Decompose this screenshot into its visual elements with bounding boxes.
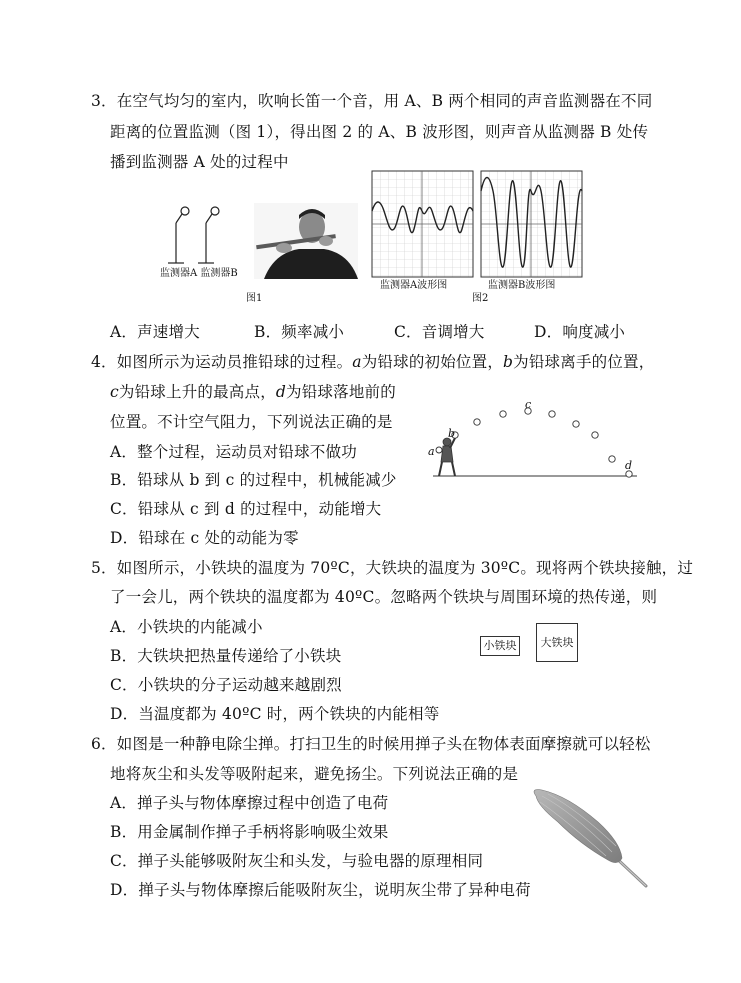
q5-stem-line1: 5．如图所示，小铁块的温度为 70ºC，大铁块的温度为 30ºC。现将两个铁块接触，过 [91, 559, 694, 577]
label-d: d [625, 459, 633, 472]
q3-stem-line2: 距离的位置监测（图 1），得出图 2 的 A、B 波形图，则声音从监测器 B 处传 [110, 123, 649, 141]
q5-option-b: B．大铁块把热量传递给了小铁块 [110, 647, 342, 665]
label-c: c [525, 398, 532, 411]
shot-put-trajectory-figure [425, 398, 640, 480]
q3-stem-line1: 3．在空气均匀的室内，吹响长笛一个音，用 A、B 两个相同的声音监测器在不同 [91, 92, 653, 110]
label-a: a [428, 445, 435, 458]
fig1-monitor-labels: 监测器A 监测器B [160, 268, 238, 279]
waveform-b-label: 监测器B波形图 [488, 280, 556, 291]
athlete-figure [439, 438, 455, 476]
waveform-b-graph [481, 171, 582, 277]
label-b: b [448, 427, 456, 440]
waveform-a-graph [372, 171, 473, 277]
fig2-caption: 图2 [472, 293, 489, 304]
large-iron-block: 大铁块 [536, 623, 578, 662]
q4-option-b: B．铅球从 b 到 c 的过程中，机械能减少 [110, 471, 397, 489]
q4-stem-line3: 位置。不计空气阻力，下列说法正确的是 [110, 413, 393, 431]
q4-option-a: A．整个过程，运动员对铅球不做功 [110, 443, 357, 461]
q4-option-d: D．铅球在 c 处的动能为零 [110, 529, 299, 547]
q3-option-c: C．音调增大 [394, 323, 485, 341]
q5-option-c: C．小铁块的分子运动越来越剧烈 [110, 676, 342, 694]
q3-option-d: D．响度减小 [534, 323, 626, 341]
small-iron-block: 小铁块 [480, 636, 520, 656]
q6-stem-line2: 地将灰尘和头发等吸附起来，避免扬尘。下列说法正确的是 [110, 765, 519, 783]
q6-option-b: B．用金属制作掸子手柄将影响吸尘效果 [110, 823, 389, 841]
q3-option-a: A．声速增大 [110, 323, 200, 341]
q5-option-a: A．小铁块的内能减小 [110, 618, 263, 636]
q4-option-c: C．铅球从 c 到 d 的过程中，动能增大 [110, 500, 382, 518]
q6-option-d: D．掸子头与物体摩擦后能吸附灰尘，说明灰尘带了异种电荷 [110, 881, 531, 899]
q6-stem-line1: 6．如图是一种静电除尘掸。打扫卫生的时候用掸子头在物体表面摩擦就可以轻松 [91, 735, 651, 753]
flute-player-photo [254, 203, 358, 279]
static-duster-figure [528, 786, 652, 890]
q4-stem-line2: c为铅球上升的最高点，d为铅球落地前的 [110, 383, 396, 401]
waveform-a-label: 监测器A波形图 [380, 280, 448, 291]
q5-stem-line2: 了一会儿，两个铁块的温度都为 40ºC。忽略两个铁块与周围环境的热传递，则 [110, 588, 658, 606]
q3-option-b: B．频率减小 [254, 323, 345, 341]
q6-option-c: C．掸子头能够吸附灰尘和头发，与验电器的原理相同 [110, 852, 484, 870]
q3-stem-line3: 播到监测器 A 处的过程中 [110, 153, 289, 171]
q4-stem-line1: 4．如图所示为运动员推铅球的过程。a为铅球的初始位置，b为铅球离手的位置， [91, 353, 655, 371]
q6-option-a: A．掸子头与物体摩擦过程中创造了电荷 [110, 794, 389, 812]
q5-option-d: D．当温度都为 40ºC 时，两个铁块的内能相等 [110, 705, 440, 723]
fig1-caption: 图1 [246, 293, 263, 304]
monitor-stands-figure [160, 205, 230, 267]
